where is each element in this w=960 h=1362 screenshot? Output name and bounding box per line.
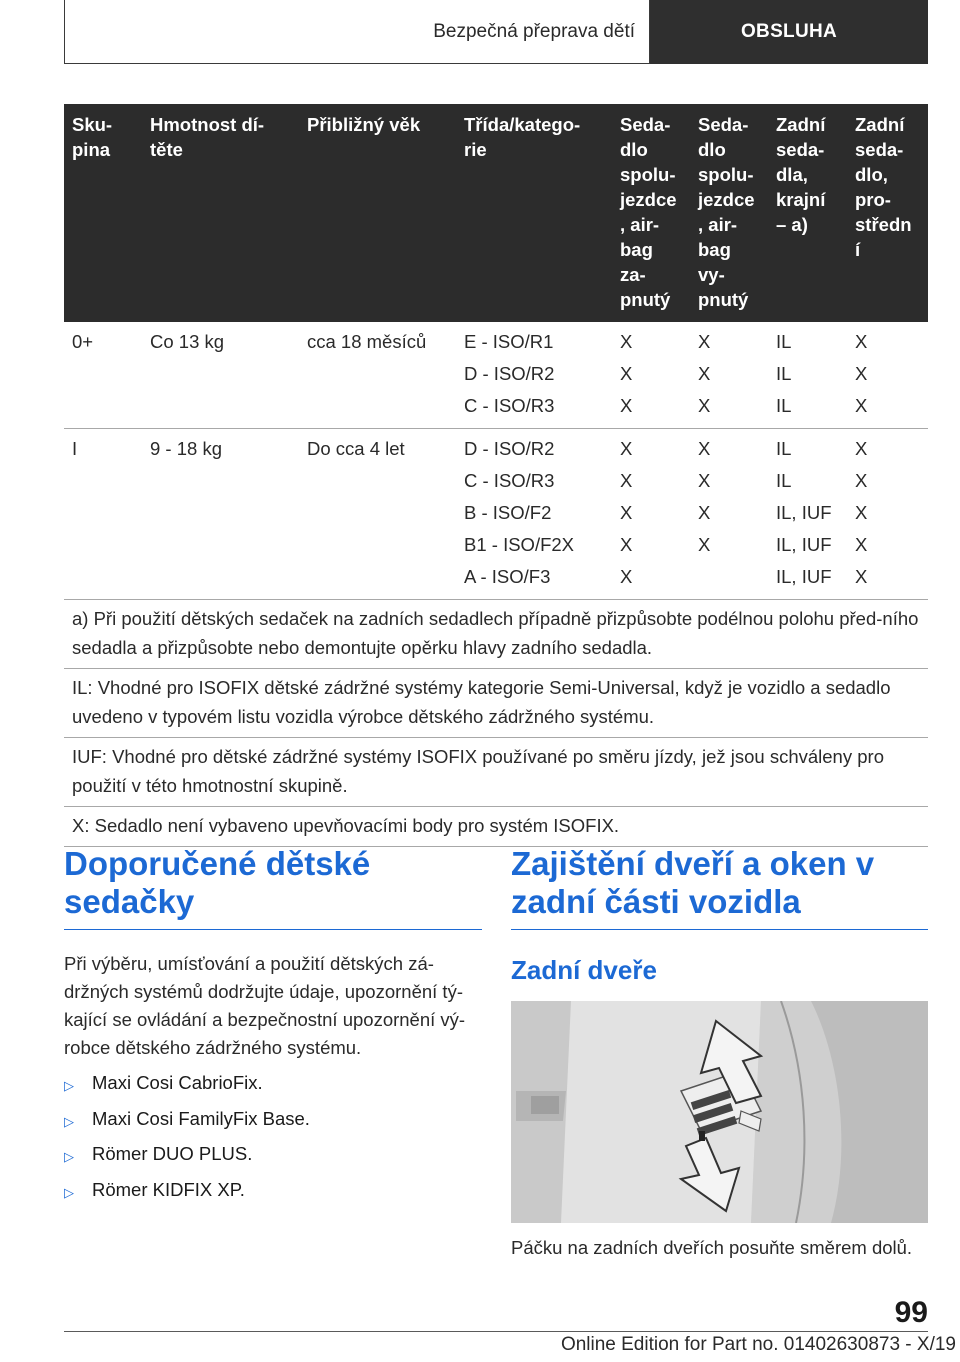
rear-door-caption: Páčku na zadních dveřích posuňte směrem dolů. xyxy=(511,1237,913,1258)
table-note-row xyxy=(64,807,928,847)
list-item xyxy=(64,1072,482,1097)
table-cell: X X X X X xyxy=(612,429,690,600)
table-cell: X X X xyxy=(690,322,768,429)
table-cell: 9 - 18 kg xyxy=(142,429,299,600)
rear-door-lock-illustration xyxy=(511,1001,928,1223)
child-lock-section xyxy=(511,845,928,1261)
recommended-seats-section xyxy=(64,845,482,1214)
rear-doors-subtitle: Zadní dveře xyxy=(511,955,657,985)
table-cell: IL IL IL, IUF IL, IUF IL, IUF xyxy=(768,429,847,600)
table-note-row xyxy=(64,738,928,807)
table-cell: 0+ xyxy=(64,322,142,429)
page-header xyxy=(64,0,928,64)
list-item-label: Maxi Cosi CabrioFix. xyxy=(92,1072,263,1093)
isofix-seat-table xyxy=(64,104,928,847)
list-item xyxy=(64,1143,482,1168)
recommended-intro: Při výběru, umísťování a použití dětských zá-držných systémů dodržujte údaje, upozornění tý-kající se ovládání a bezpečnostní upozornění vý-robce dětského zádržného systému. xyxy=(64,953,466,1058)
footer-divider xyxy=(64,1331,928,1332)
list-item-label: Maxi Cosi FamilyFix Base. xyxy=(92,1107,310,1129)
table-cell: D - ISO/R2 C - ISO/R3 B - ISO/F2 B1 - ISO/F2X A - ISO/F3 xyxy=(456,429,612,600)
list-item-label: Römer KIDFIX XP. xyxy=(92,1178,245,1200)
chapter-tab xyxy=(650,0,928,64)
table-row xyxy=(64,322,928,429)
table-cell: Co 13 kg xyxy=(142,322,299,429)
col-header-age: Přibližný věk xyxy=(299,104,456,322)
col-header-weight: Hmotnost dí- těte xyxy=(142,104,299,322)
child-lock-title: Zajištění dveří a oken v zadní části vozidla xyxy=(511,845,928,930)
recommended-list xyxy=(64,1072,482,1204)
chapter-title: OBSLUHA xyxy=(740,21,838,42)
recommended-title: Doporučené dětské sedačky xyxy=(64,845,482,930)
triangle-bullet-icon: ▷ xyxy=(64,1184,74,1200)
table-cell: cca 18 měsíců xyxy=(299,322,456,429)
footnote-a: a) Při použití dětských sedaček na zadních sedadlech případně přizpůsobte podélnou polohu před-ního sedadla a přizpůsobte nebo demontujte opěrku hlavy zadního sedadla. xyxy=(64,600,928,669)
col-header-group: Sku- pina xyxy=(64,104,142,322)
list-item xyxy=(64,1179,482,1204)
col-header-passenger-airbag-off: Seda- dlo spolu- jezdce , air- bag vy- pnutý xyxy=(690,104,768,322)
col-header-class: Třída/katego- rie xyxy=(456,104,612,322)
list-item xyxy=(64,1108,482,1133)
footnote-iuf: IUF: Vhodné pro dětské zádržné systémy ISOFIX používané po směru jízdy, jež jsou schváleny pro použití v této hmotnostní skupině. xyxy=(64,738,928,807)
col-header-passenger-airbag-on: Seda- dlo spolu- jezdce , air- bag za- pnutý xyxy=(612,104,690,322)
table-cell: X X X X xyxy=(690,429,768,600)
triangle-bullet-icon: ▷ xyxy=(64,1113,74,1129)
col-header-rear-middle: Zadní seda- dlo, pro- středn í xyxy=(847,104,928,322)
table-cell: X X X X X xyxy=(847,429,928,600)
door-lever-image xyxy=(511,1001,928,1223)
table-cell: I xyxy=(64,429,142,600)
table-cell: Do cca 4 let xyxy=(299,429,456,600)
page-number: 99 xyxy=(894,1296,928,1329)
table-note-row xyxy=(64,669,928,738)
table-cell: X X X xyxy=(612,322,690,429)
table-header-row xyxy=(64,104,928,322)
table-cell: X X X xyxy=(847,322,928,429)
table-note-row xyxy=(64,600,928,669)
list-item-label: Römer DUO PLUS. xyxy=(92,1143,253,1164)
footnote-il: IL: Vhodné pro ISOFIX dětské zádržné systémy kategorie Semi-Universal, když je vozidlo a sedadlo uvedeno v typovém listu vozidla výrobce dětského zádržného systému. xyxy=(64,669,928,738)
footnote-x: X: Sedadlo není vybaveno upevňovacími body pro systém ISOFIX. xyxy=(64,807,928,847)
col-header-rear-outer: Zadní seda- dla, krajní – a) xyxy=(768,104,847,322)
section-title: Bezpečná přeprava dětí xyxy=(433,20,635,42)
triangle-bullet-icon: ▷ xyxy=(64,1078,74,1093)
table-row xyxy=(64,429,928,600)
section-tab xyxy=(64,0,650,64)
table-cell: IL IL IL xyxy=(768,322,847,429)
triangle-bullet-icon: ▷ xyxy=(64,1149,74,1164)
footer-edition: Online Edition for Part no. 01402630873 - X/19 xyxy=(560,1334,956,1355)
table-cell: E - ISO/R1 D - ISO/R2 C - ISO/R3 xyxy=(456,322,612,429)
